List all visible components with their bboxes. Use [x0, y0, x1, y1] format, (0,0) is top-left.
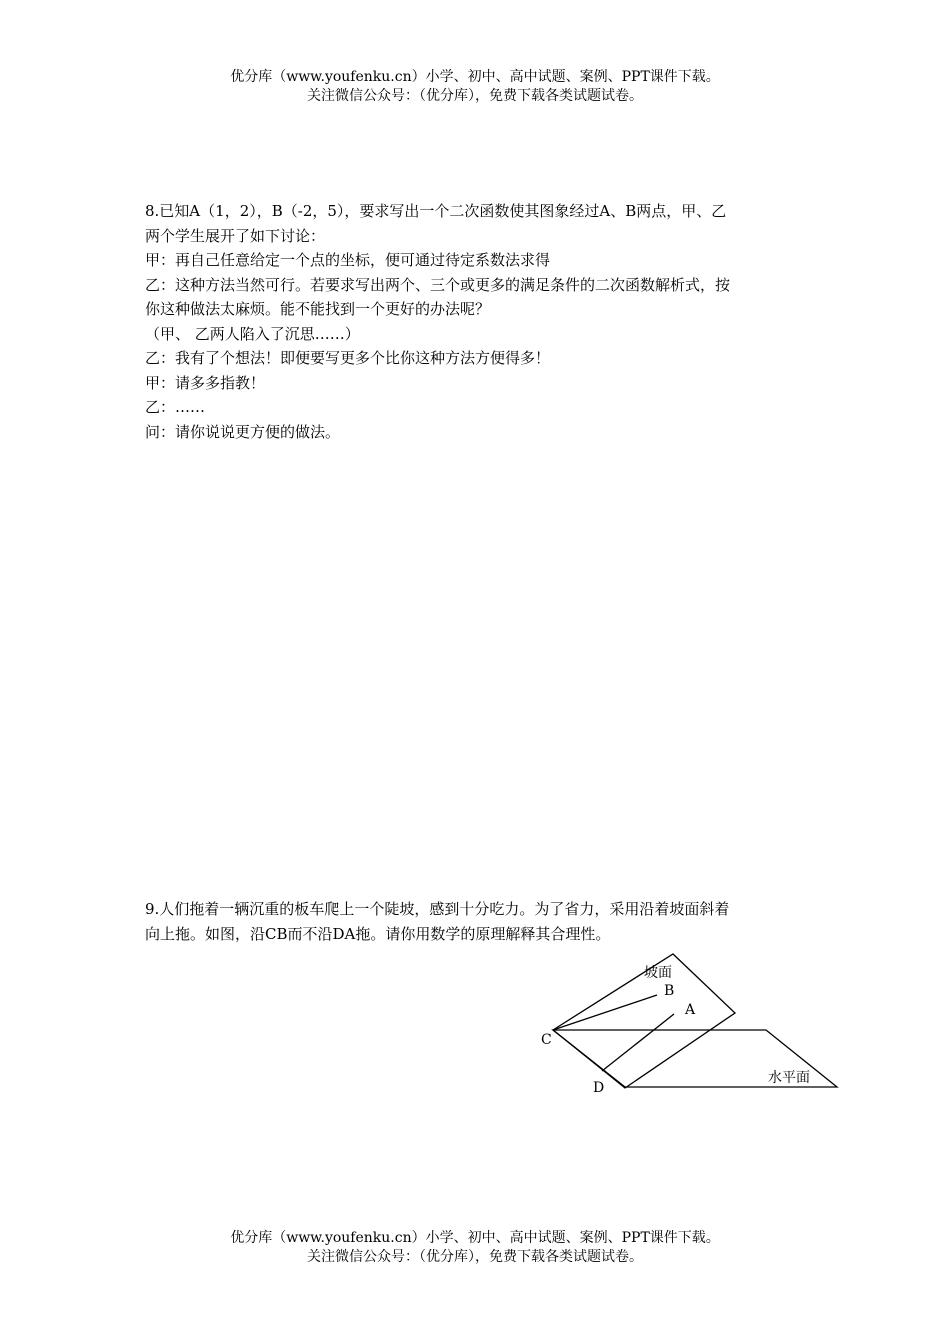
q9-line: 9.人们拖着一辆沉重的板车爬上一个陡坡，感到十分吃力。为了省力，采用沿着坡面斜着 [145, 900, 730, 918]
label-d: D [593, 1080, 605, 1096]
q8-line: 两个学生展开了如下讨论： [145, 226, 326, 245]
header-line-1: 优分库（www.youfenku.cn）小学、初中、高中试题、案例、PPT课件下载。 [230, 69, 720, 85]
page-footer [0, 1229, 950, 1267]
question-8 [145, 199, 815, 444]
label-a: A [685, 1002, 696, 1018]
q9-line: 向上拖。如图，沿CB而不沿DA拖。请你用数学的原理解释其合理性。 [145, 924, 611, 943]
footer-line-2: 关注微信公众号：（优分库），免费下载各类试题试卷。 [307, 1249, 643, 1265]
page-header [0, 68, 950, 106]
label-b: B [664, 983, 675, 999]
label-c: C [541, 1032, 552, 1048]
q8-line: 问：请你说说更方便的做法。 [145, 422, 341, 441]
q8-line: 乙：…… [145, 398, 206, 416]
footer-line-1: 优分库（www.youfenku.cn）小学、初中、高中试题、案例、PPT课件下载。 [230, 1230, 720, 1246]
q8-line: 甲：再自己任意给定一个点的坐标，便可通过待定系数法求得 [145, 251, 551, 269]
question-9 [145, 897, 815, 946]
label-horizontal: 水平面 [768, 1070, 810, 1086]
q8-line: 乙：我有了个想法！即便要写更多个比你这种方法方便得多！ [145, 349, 551, 367]
header-line-2: 关注微信公众号：（优分库），免费下载各类试题试卷。 [307, 88, 643, 104]
label-slope: 坡面 [644, 965, 672, 981]
q8-line: 你这种做法太麻烦。能不能找到一个更好的办法呢？ [145, 300, 491, 318]
slope-figure [530, 950, 850, 1100]
line-cb [553, 995, 657, 1030]
q8-line: 8.已知A（1，2），B（-2，5），要求写出一个二次函数使其图象经过A、B两点，甲、乙 [145, 202, 727, 220]
q8-line: （甲、 乙两人陷入了沉思……） [145, 324, 360, 343]
q8-line: 甲：请多多指教！ [145, 373, 266, 392]
q8-line: 乙：这种方法当然可行。若要求写出两个、三个或更多的满足条件的二次函数解析式，按 [145, 275, 731, 294]
